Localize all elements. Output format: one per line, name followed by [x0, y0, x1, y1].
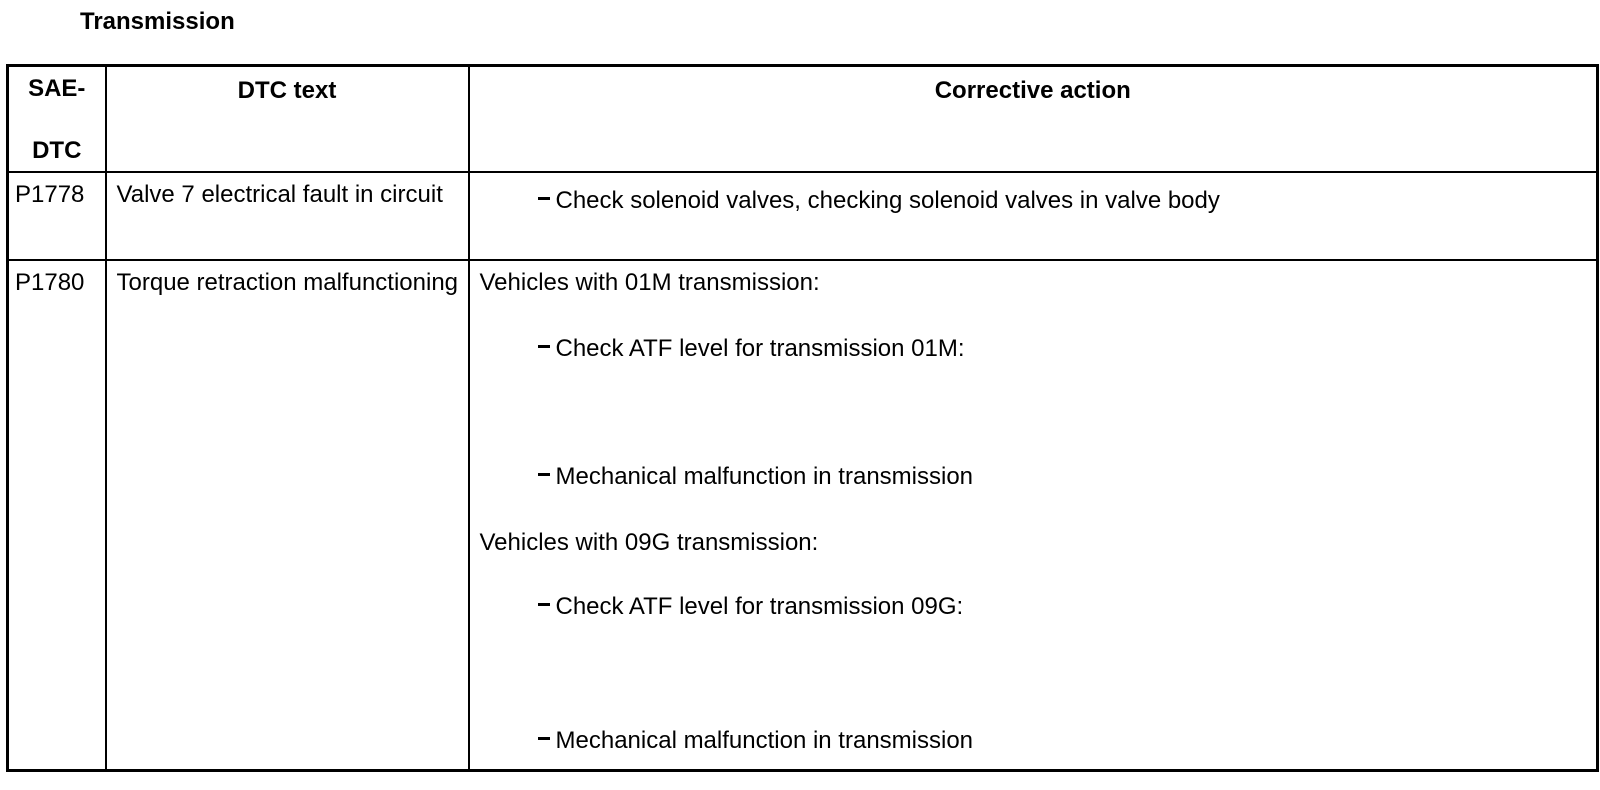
- dash-bullet-icon: [538, 473, 550, 476]
- action-bullet-text: Mechanical malfunction in transmission: [555, 727, 974, 754]
- dash-bullet-icon: [538, 737, 550, 740]
- header-sae-dtc-line2: DTC: [32, 137, 82, 164]
- table-header-row: [8, 66, 1598, 173]
- action-bullet: [470, 297, 1597, 363]
- header-sae-dtc: [8, 66, 106, 173]
- dtc-code-cell: P1780: [8, 260, 106, 771]
- section-title: Transmission: [80, 8, 235, 35]
- dash-bullet-icon: [538, 603, 550, 606]
- corrective-action-cell: [469, 260, 1598, 771]
- action-bullet: [470, 363, 1597, 491]
- action-bullet: [470, 621, 1597, 765]
- table-row: [8, 260, 1598, 771]
- dtc-text-cell: Valve 7 electrical fault in circuit: [106, 172, 469, 260]
- header-sae-dtc-line1: SAE-: [28, 75, 86, 102]
- action-bullet-text: Check solenoid valves, checking solenoid valves in valve body: [555, 187, 1220, 214]
- action-bullet-text: Mechanical malfunction in transmission: [555, 463, 974, 490]
- corrective-action-cell: [469, 172, 1598, 260]
- action-bullet: [470, 173, 1597, 215]
- action-bullet-text: Check ATF level for transmission 09G:: [555, 593, 964, 620]
- action-heading: Vehicles with 01M transmission:: [479, 269, 820, 296]
- action-bullet-text: Check ATF level for transmission 01M:: [555, 335, 965, 362]
- action-heading: Vehicles with 09G transmission:: [479, 529, 819, 556]
- dash-bullet-icon: [538, 197, 550, 200]
- header-dtc-text: DTC text: [106, 66, 469, 173]
- table-row: [8, 172, 1598, 260]
- header-corrective-action: Corrective action: [469, 66, 1598, 173]
- dash-bullet-icon: [538, 345, 550, 348]
- dtc-text-cell: Torque retraction malfunctioning: [106, 260, 469, 771]
- dtc-table: [6, 64, 1599, 772]
- action-bullet: [470, 557, 1597, 621]
- dtc-code-cell: P1778: [8, 172, 106, 260]
